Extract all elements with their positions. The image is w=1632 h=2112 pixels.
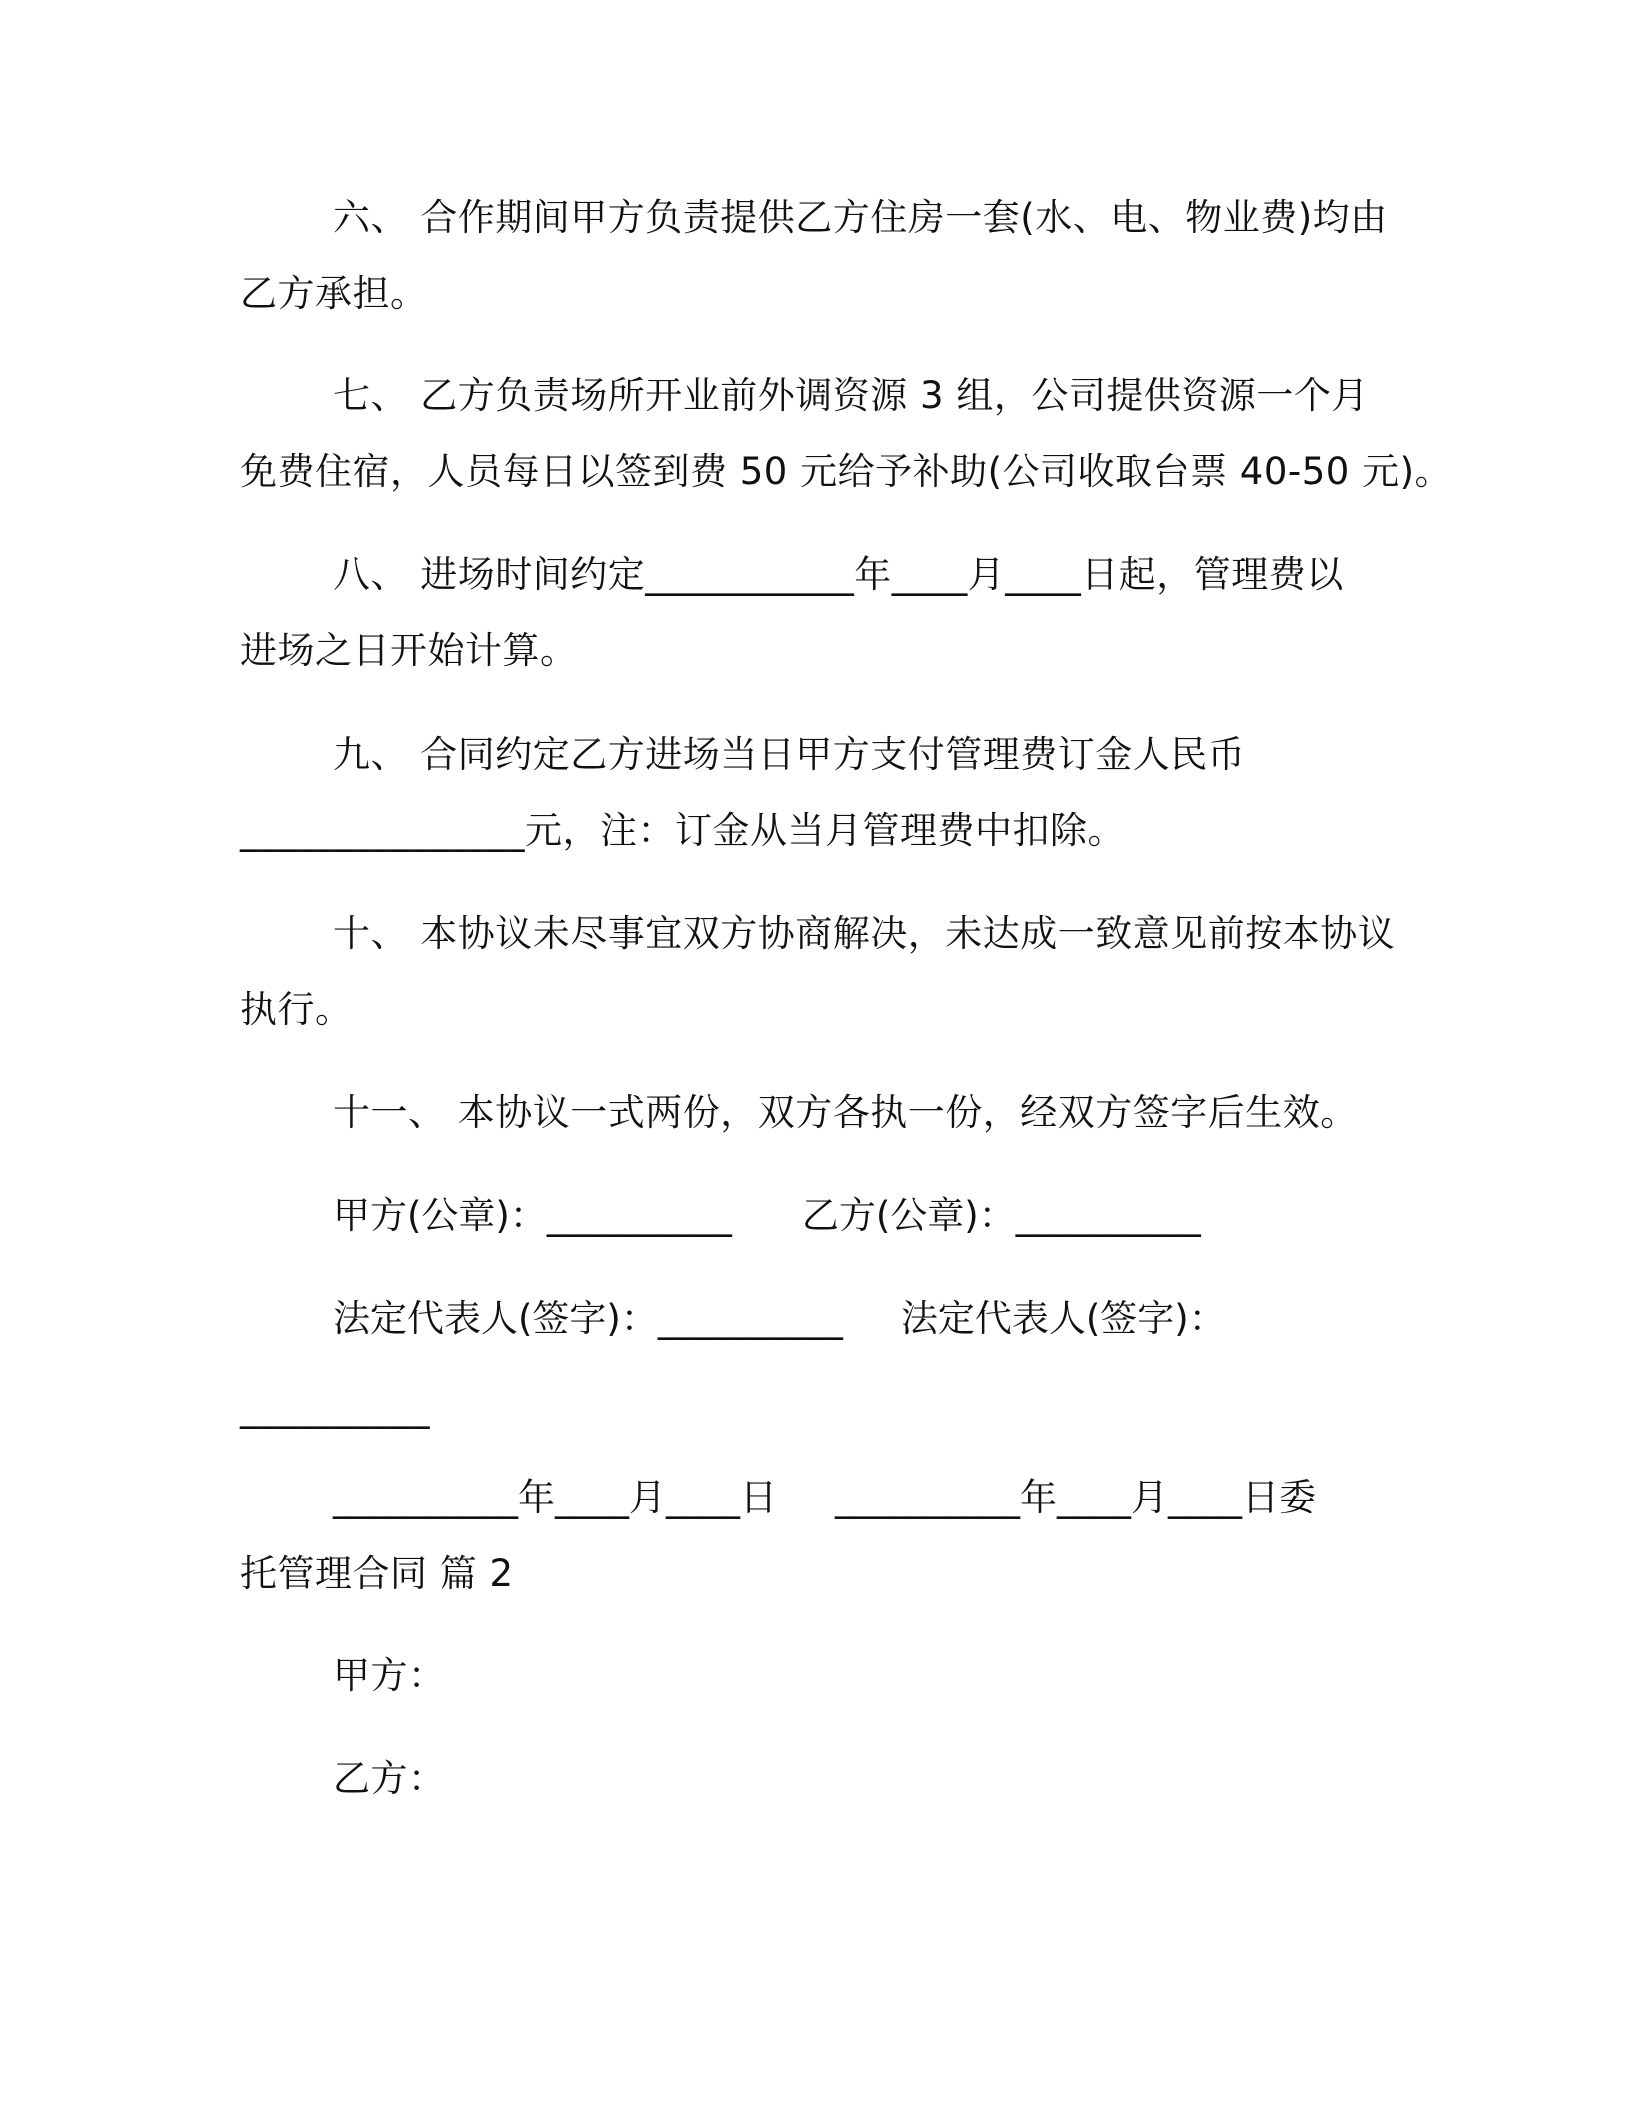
clause-10-line-1: 十、 本协议未尽事宜双方协商解决，未达成一致意见前按本协议 (333, 912, 1396, 955)
clause-6-line-2: 乙方承担。 (240, 272, 428, 315)
clause-11-line-1: 十一、 本协议一式两份，双方各执一份，经双方签字后生效。 (333, 1091, 1358, 1134)
party-b-date: __________年____月____日委 (835, 1476, 1316, 1519)
representative-row (333, 1297, 1226, 1341)
clause-6-line-1: 六、 合作期间甲方负责提供乙方住房一套(水、电、物业费)均由 (333, 196, 1388, 239)
clause-8-line-1: 八、 进场时间约定___________年____月____日起，管理费以 (333, 553, 1344, 596)
clause-9-line-1: 九、 合同约定乙方进场当日甲方支付管理费订金人民币 (333, 733, 1246, 776)
clause-7-line-1: 七、 乙方负责场所开业前外调资源 3 组，公司提供资源一个月 (333, 374, 1369, 417)
seal-row (333, 1194, 1201, 1238)
party-a-date: __________年____月____日 (333, 1476, 777, 1519)
clause-10-line-2: 执行。 (240, 988, 353, 1031)
party-b-representative: 法定代表人(签字)： (900, 1297, 1226, 1340)
next-contract-title: 托管理合同 篇 2 (240, 1552, 514, 1595)
clause-9-line-2: _______________元，注：订金从当月管理费中扣除。 (240, 809, 1125, 852)
date-row (333, 1476, 1316, 1520)
next-contract-party-b: 乙方： (333, 1757, 446, 1800)
party-b-seal: 乙方(公章)：__________ (801, 1194, 1201, 1237)
party-a-representative: 法定代表人(签字)：__________ (333, 1297, 843, 1340)
next-contract-party-a: 甲方： (333, 1654, 446, 1697)
party-a-seal: 甲方(公章)：__________ (333, 1194, 732, 1237)
party-b-representative-blank: __________ (240, 1386, 430, 1429)
clause-8-line-2: 进场之日开始计算。 (240, 629, 578, 672)
clause-7-line-2: 免费住宿，人员每日以签到费 50 元给予补助(公司收取台票 40-50 元)。 (240, 450, 1453, 493)
